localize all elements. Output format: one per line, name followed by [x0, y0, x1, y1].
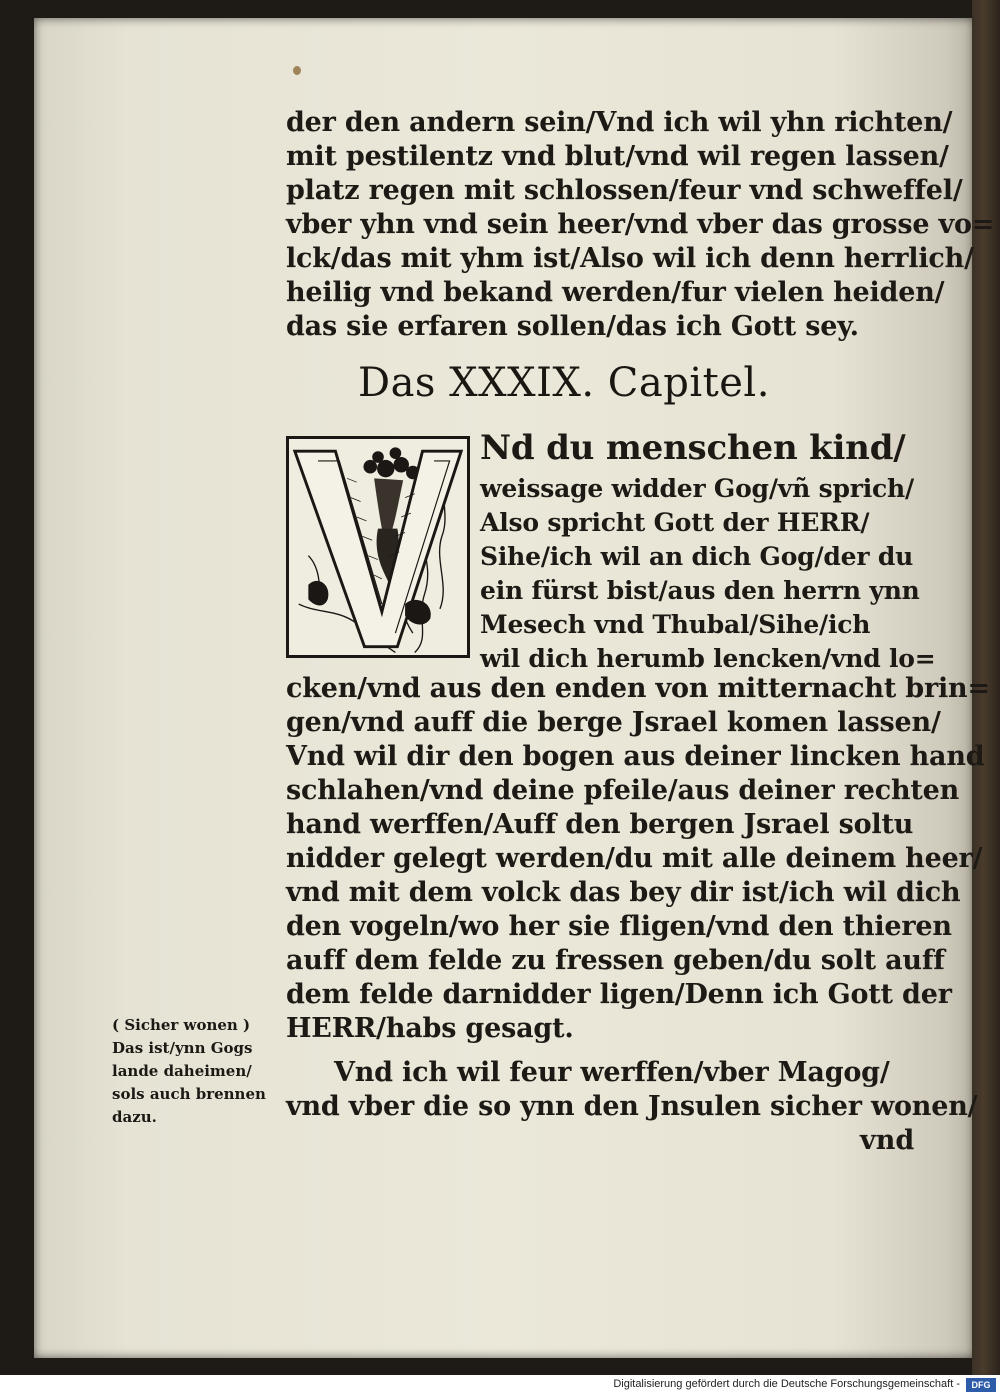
- text-line: auff dem felde zu fressen geben/du solt auff: [286, 945, 945, 976]
- chapter-heading: Das XXXIX. Capitel.: [358, 360, 770, 406]
- margin-note-heading: ( Sicher wonen ): [112, 1016, 251, 1034]
- ink-spot: [293, 66, 301, 75]
- text-line: platz regen mit schlossen/feur vnd schweffel/: [286, 175, 963, 206]
- initial-illustration: [289, 439, 467, 655]
- dfg-logo: DFG: [966, 1378, 996, 1392]
- margin-note-line: Das ist/ynn Gogs: [112, 1039, 253, 1057]
- text-line: cken/vnd aus den enden von mitternacht brin=: [286, 673, 990, 704]
- text-line: den vogeln/wo her sie fligen/vnd den thieren: [286, 911, 952, 942]
- text-line: lck/das mit yhm ist/Also wil ich denn herrlich/: [286, 243, 974, 274]
- text-line: wil dich herumb lencken/vnd lo=: [480, 644, 936, 673]
- text-line-large: Nd du menschen kind/: [480, 428, 906, 468]
- text-line: nidder gelegt werden/du mit alle deinem heer/: [286, 843, 983, 874]
- text-line: vnd mit dem volck das bey dir ist/ich wil dich: [286, 877, 961, 908]
- text-line: vnd vber die so ynn den Jnsulen sicher wonen/: [286, 1091, 978, 1122]
- text-line: Vnd ich wil feur werffen/vber Magog/: [334, 1057, 890, 1088]
- text-line: Sihe/ich wil an dich Gog/der du: [480, 542, 914, 571]
- footer-bar: [0, 1375, 1000, 1395]
- text-line: Vnd wil dir den bogen aus deiner lincken hand: [286, 741, 985, 772]
- text-line: schlahen/vnd deine pfeile/aus deiner rechten: [286, 775, 960, 806]
- text-line: vber yhn vnd sein heer/vnd vber das grosse vo=: [286, 209, 995, 240]
- woodcut-initial: [286, 436, 470, 658]
- text-line: der den andern sein/Vnd ich wil yhn richten/: [286, 107, 953, 138]
- text-line: hand werffen/Auff den bergen Jsrael soltu: [286, 809, 914, 840]
- text-line: ein fürst bist/aus den herrn ynn: [480, 576, 920, 605]
- margin-note-line: sols auch brennen: [112, 1085, 266, 1103]
- text-line: dem felde darnidder ligen/Denn ich Gott der: [286, 979, 952, 1010]
- catchword: vnd: [860, 1125, 915, 1156]
- margin-note-line: dazu.: [112, 1108, 157, 1126]
- margin-note-line: lande daheimen/: [112, 1062, 252, 1080]
- text-line: Mesech vnd Thubal/Sihe/ich: [480, 610, 871, 639]
- funding-credit: Digitalisierung gefördert durch die Deutsche Forschungsgemeinschaft -: [613, 1378, 960, 1390]
- text-line: HERR/habs gesagt.: [286, 1013, 574, 1044]
- text-line: weissage widder Gog/vñ sprich/: [480, 474, 914, 503]
- text-line: heilig vnd bekand werden/fur vielen heiden/: [286, 277, 945, 308]
- text-line: gen/vnd auff die berge Jsrael komen lassen/: [286, 707, 941, 738]
- text-line: Also spricht Gott der HERR/: [480, 508, 870, 537]
- text-line: das sie erfaren sollen/das ich Gott sey.: [286, 311, 859, 342]
- text-line: mit pestilentz vnd blut/vnd wil regen lassen/: [286, 141, 949, 172]
